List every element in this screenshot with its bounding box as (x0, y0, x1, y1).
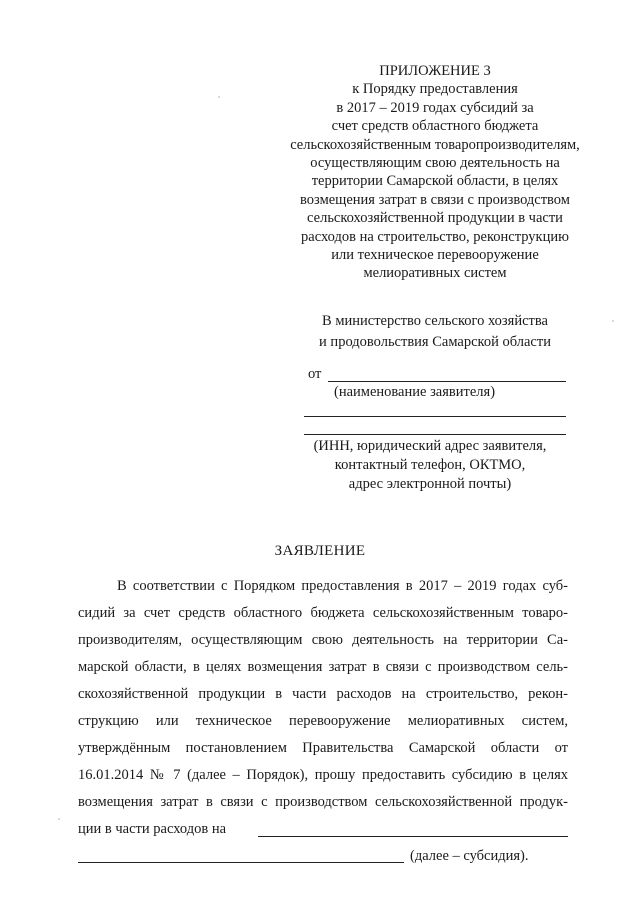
caption-line: адрес электронной почты) (348, 476, 512, 492)
appendix-line: в 2017 – 2019 годах субсидий за (336, 99, 534, 116)
body-line: утверждённым постановлением Правительства Самарской области от (78, 740, 568, 756)
from-label: от (308, 366, 322, 382)
scan-speck (58, 818, 60, 820)
appendix-line: счет средств областного бюджета (331, 118, 539, 135)
expense-purpose-field[interactable] (258, 836, 568, 837)
addressee-line: и продовольствия Самарской области (319, 334, 551, 350)
scan-speck (612, 320, 614, 322)
caption-line: контактный телефон, ОКТМО, (334, 457, 526, 473)
appendix-line: сельскохозяйственным товаропроизводителям, (290, 136, 580, 153)
expense-purpose-field-2[interactable] (78, 862, 404, 863)
document-title: ЗАЯВЛЕНИЕ (274, 543, 366, 559)
body-line: 16.01.2014 № 7 (далее – Порядок), прошу предоставить субсидию в целях (78, 767, 568, 783)
addressee-line: В министерство сельского хозяйства (322, 313, 548, 329)
applicant-name-field[interactable] (328, 381, 566, 382)
body-line: возмещения затрат в связи с производством сельскохозяйственной продук- (78, 794, 568, 810)
addressee-block (270, 311, 600, 353)
appendix-line: сельскохозяйственной продукции в части (307, 210, 563, 227)
applicant-details-field-2[interactable] (304, 434, 566, 435)
appendix-line: возмещения затрат в связи с производством (300, 191, 570, 208)
applicant-details-caption (290, 437, 570, 494)
body-line: марской области, в целях возмещения затрат в связи с производством сель- (78, 659, 568, 675)
applicant-details-field[interactable] (304, 416, 566, 417)
appendix-line: мелиоративных систем (363, 265, 507, 282)
appendix-header (270, 62, 600, 283)
body-line: сидий за счет средств областного бюджета сельскохозяйственным товаро- (78, 605, 568, 621)
body-line: струкцию или техническое перевооружение мелиоративных систем, (78, 713, 568, 729)
appendix-number: ПРИЛОЖЕНИЕ 3 (379, 63, 491, 79)
body-line: производителям, осуществляющим свою деятельность на территории Са- (78, 632, 568, 648)
body-line: скохозяйственной продукции в части расходов на строительство, рекон- (78, 686, 568, 702)
appendix-line: расходов на строительство, реконструкцию (301, 228, 569, 245)
caption-line: (ИНН, юридический адрес заявителя, (313, 438, 547, 454)
subsidy-suffix: (далее – субсидия). (410, 848, 529, 864)
appendix-line: или техническое перевооружение (331, 247, 539, 264)
appendix-line: территории Самарской области, в целях (311, 173, 559, 190)
appendix-line: осуществляющим свою деятельность на (310, 155, 560, 172)
body-line: В соответствии с Порядком предоставления в 2017 – 2019 годах суб- (117, 578, 568, 594)
scan-speck (218, 96, 220, 98)
applicant-name-caption: (наименование заявителя) (334, 384, 496, 400)
appendix-line: к Порядку предоставления (352, 81, 518, 98)
expense-prefix: ции в части расходов на (78, 821, 227, 837)
